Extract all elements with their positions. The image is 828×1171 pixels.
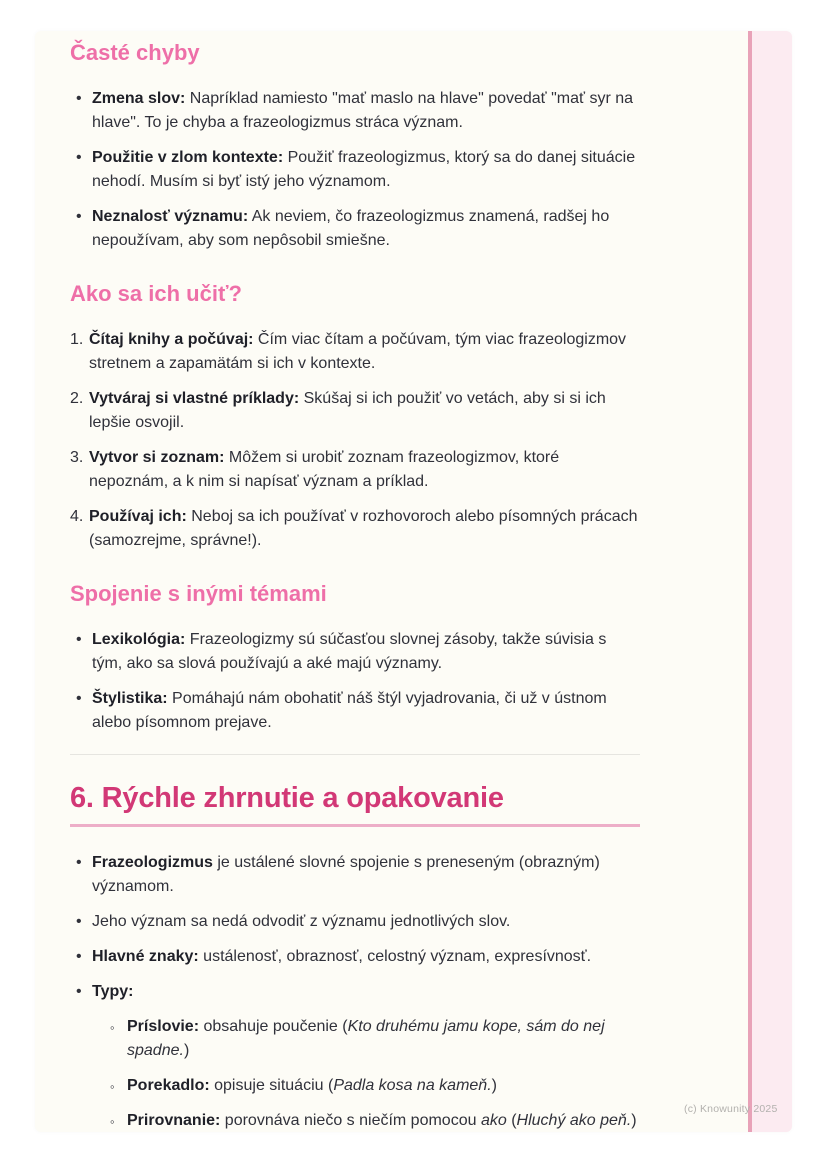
item-text: ) (631, 1112, 637, 1129)
item-lead: Frazeologizmus (92, 854, 213, 871)
number-marker: 3. (70, 449, 84, 466)
sub-list-item (105, 1015, 640, 1063)
item-word-italic: ako (480, 1112, 507, 1129)
section-heading-caste-chyby: Časté chyby (70, 40, 200, 65)
list-item (70, 328, 640, 376)
list-item (70, 687, 640, 735)
number-marker: 1. (70, 331, 84, 348)
item-text: Použiť frazeologizmus, ktorý sa do danej situácie nehodí. Musím si byť istý jeho významom. (92, 149, 636, 190)
bullet-list-caste-chyby (70, 87, 640, 253)
bullet-marker: • (76, 983, 82, 1000)
list-item (70, 851, 640, 899)
bullet-marker: • (76, 631, 82, 648)
item-lead: Typy: (92, 983, 134, 1000)
bullet-marker: • (76, 690, 82, 707)
bullet-marker: • (76, 913, 82, 930)
item-text: Jeho význam sa nedá odvodiť z významu jednotlivých slov. (92, 913, 511, 930)
sub-bullet-marker: ◦ (110, 1114, 115, 1129)
list-item (70, 910, 640, 934)
list-item (70, 205, 640, 253)
list-item (70, 87, 640, 135)
item-lead: Použitie v zlom kontexte: (92, 149, 284, 166)
sub-list-item (105, 1109, 640, 1133)
item-lead: Vytváraj si vlastné príklady: (89, 390, 300, 407)
item-text: Neboj sa ich používať v rozhovoroch alebo písomných prácach (samozrejme, správne!). (89, 508, 638, 549)
item-lead: Prirovnanie: (127, 1112, 221, 1129)
item-text: porovnáva niečo s niečím pomocou (220, 1112, 481, 1129)
item-lead: Príslovie: (127, 1018, 200, 1035)
section-heading-spojenie-s-inymi-temami: Spojenie s inými témami (70, 581, 327, 606)
number-marker: 2. (70, 390, 84, 407)
item-text: ) (491, 1077, 497, 1094)
item-text: je ustálené slovné spojenie s preneseným (obrazným) významom. (92, 854, 600, 895)
bullet-marker: • (76, 149, 82, 166)
item-text: Čím viac čítam a počúvam, tým viac frazeologizmov stretnem a zapamätám si ich v kontexte. (89, 331, 627, 372)
item-lead: Zmena slov: (92, 90, 186, 107)
item-text: opisuje situáciu ( (209, 1077, 334, 1094)
item-text: Ak neviem, čo frazeologizmus znamená, radšej ho nepoužívam, aby som nepôsobil smiešne. (92, 208, 610, 249)
page-accent-strip (748, 31, 792, 1132)
item-lead: Porekadlo: (127, 1077, 210, 1094)
list-item (70, 505, 640, 553)
item-lead: Štylistika: (92, 690, 168, 707)
list-item (70, 945, 640, 969)
item-text: Môžem si urobiť zoznam frazeologizmov, ktoré nepoznám, a k nim si napísať význam a príklad. (89, 449, 560, 490)
document-content (70, 37, 640, 1133)
item-example-italic: Padla kosa na kameň. (333, 1077, 492, 1094)
summary-sub-list (105, 1015, 640, 1133)
document-page (35, 31, 792, 1132)
item-lead: Čítaj knihy a počúvaj: (89, 331, 254, 348)
item-text: ( (506, 1112, 517, 1129)
copyright-watermark: (c) Knowunity 2025 (684, 1103, 778, 1115)
item-example-italic: Kto druhému jamu kope, sám do nej spadne. (127, 1018, 605, 1059)
item-lead: Používaj ich: (89, 508, 187, 525)
item-text: obsahuje poučenie ( (199, 1018, 348, 1035)
item-text: Frazeologizmy sú súčasťou slovnej zásoby, takže súvisia s tým, ako sa slová používajú a aké majú významy. (92, 631, 607, 672)
bullet-marker: • (76, 948, 82, 965)
sub-bullet-marker: ◦ (110, 1020, 115, 1035)
item-example-italic: Hluchý ako peň. (516, 1112, 632, 1129)
section-divider (70, 754, 640, 755)
bullet-list-spojenie (70, 628, 640, 735)
item-lead: Lexikológia: (92, 631, 186, 648)
list-item (70, 146, 640, 194)
item-text: Skúšaj si ich použiť vo vetách, aby si si ich lepšie osvojil. (89, 390, 606, 431)
sub-list-item (105, 1074, 640, 1098)
list-item (70, 628, 640, 676)
list-item-typy (70, 980, 640, 1133)
list-item (70, 387, 640, 435)
list-item (70, 446, 640, 494)
sub-bullet-marker: ◦ (110, 1079, 115, 1094)
summary-heading: 6. Rýchle zhrnutie a opakovanie (70, 782, 640, 827)
bullet-marker: • (76, 854, 82, 871)
item-lead: Hlavné znaky: (92, 948, 199, 965)
item-lead: Neznalosť významu: (92, 208, 249, 225)
bullet-marker: • (76, 208, 82, 225)
item-lead: Vytvor si zoznam: (89, 449, 225, 466)
section-heading-ako-sa-ich-ucit: Ako sa ich učiť? (70, 281, 242, 306)
item-text: Pomáhajú nám obohatiť náš štýl vyjadrovania, či už v ústnom alebo písomnom prejave. (92, 690, 607, 731)
numbered-list-ako-sa-ich-ucit (70, 328, 640, 553)
bullet-marker: • (76, 90, 82, 107)
number-marker: 4. (70, 508, 84, 525)
item-text: Napríklad namiesto "mať maslo na hlave" povedať "mať syr na hlave". To je chyba a frazeologizmus stráca význam. (92, 90, 634, 131)
summary-bullet-list (70, 851, 640, 1133)
item-text: ) (183, 1042, 190, 1059)
item-text: ustálenosť, obraznosť, celostný význam, expresívnosť. (198, 948, 592, 965)
